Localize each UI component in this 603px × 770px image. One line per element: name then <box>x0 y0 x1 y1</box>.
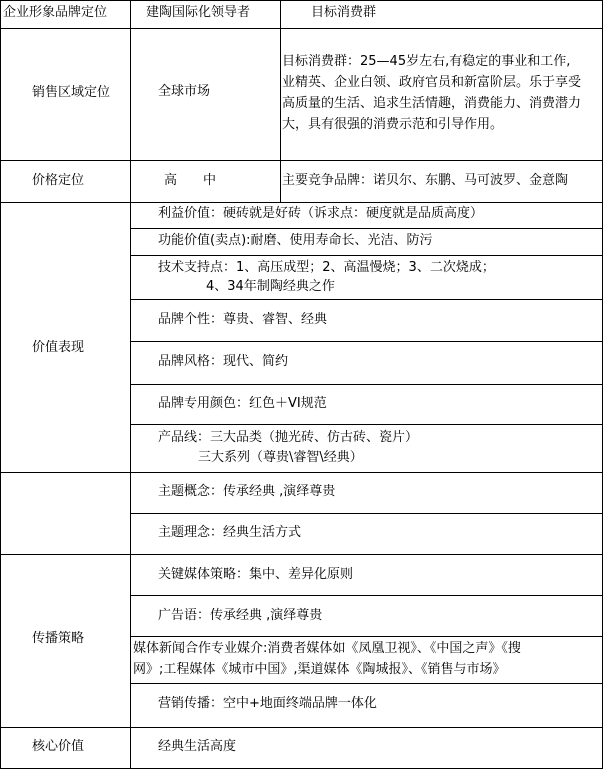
row-divider <box>0 472 603 473</box>
row-divider <box>130 424 603 425</box>
product-line-1: 产品线：三大品类（抛光砖、仿古砖、瓷片） <box>158 430 419 445</box>
row-divider <box>0 202 603 203</box>
header-target-consumers: 目标消费群 <box>311 5 377 20</box>
target-consumer-desc-line3: 高质量的生活、追求生活情趣，消费能力、消费潜力 <box>282 96 582 111</box>
tech-support-line1: 技术支持点：1、高压成型；2、高温慢烧；3、二次烧成； <box>158 260 495 275</box>
table-top-border <box>0 0 603 1</box>
core-value: 经典生活高度 <box>158 739 237 754</box>
competitor-brands: 主要竞争品牌：诺贝尔、东鹏、马可波罗、金意陶 <box>282 173 569 188</box>
target-consumer-desc-line2: 业精英、企业白领、政府官员和新富阶层。乐于享受 <box>282 75 582 90</box>
brand-color: 品牌专用颜色：红色＋VI规范 <box>158 396 327 411</box>
row-divider <box>130 228 603 229</box>
key-media-strategy: 关键媒体策略：集中、差异化原则 <box>158 567 354 582</box>
header-ceramics-leader: 建陶国际化领导者 <box>146 5 251 20</box>
target-consumer-desc-line4: 大，具有很强的消费示范和引导作用。 <box>282 117 504 132</box>
marketing-communication: 营销传播：空中+地面终端品牌一体化 <box>158 696 377 711</box>
function-value: 功能价值(卖点):耐磨、使用寿命长、光洁、防污 <box>158 233 433 248</box>
table-bottom-border <box>0 768 603 769</box>
media-cooperation-line2: 网》;工程媒体《城市中国》,渠道媒体《陶城报》、《销售与市场》 <box>133 662 506 677</box>
theme-concept: 主题概念：传承经典 ,演绎尊贵 <box>158 484 336 499</box>
value-performance-label: 价值表现 <box>32 340 85 355</box>
row-divider <box>130 683 603 684</box>
brand-style: 品牌风格：现代、简约 <box>158 354 289 369</box>
row-divider <box>130 341 603 342</box>
header-brand-positioning: 企业形象品牌定位 <box>3 5 108 20</box>
target-consumer-desc-line1: 目标消费群：25—45岁左右,有稳定的事业和工作, <box>282 54 571 69</box>
row-divider <box>130 636 603 637</box>
sales-region-value: 全球市场 <box>158 84 211 99</box>
table-left-border <box>0 0 1 769</box>
row-divider <box>0 727 603 728</box>
column-divider <box>130 0 131 769</box>
brand-personality: 品牌个性：尊贵、睿智、经典 <box>158 312 328 327</box>
core-value-label: 核心价值 <box>32 739 85 754</box>
row-divider <box>130 299 603 300</box>
row-divider <box>130 513 603 514</box>
product-line-2: 三大系列（尊贵\睿智\经典） <box>198 450 363 465</box>
price-positioning-label: 价格定位 <box>32 173 85 188</box>
tech-support-line2: 4、34年制陶经典之作 <box>206 279 335 294</box>
row-divider <box>0 554 603 555</box>
row-divider <box>0 160 603 161</box>
sales-region-label: 销售区域定位 <box>32 85 111 100</box>
row-divider <box>0 28 603 29</box>
theme-idea: 主题理念：经典生活方式 <box>158 525 302 540</box>
benefit-value: 利益价值：硬砖就是好砖（诉求点：硬度就是品质高度） <box>158 206 484 221</box>
price-positioning-value: 高 中 <box>164 173 217 188</box>
column-divider <box>280 0 281 202</box>
row-divider <box>130 255 603 256</box>
communication-strategy-label: 传播策略 <box>32 631 85 646</box>
media-cooperation-line1: 媒体新闻合作专业媒介:消费者媒体如《凤凰卫视》、《中国之声》《搜 <box>133 641 521 656</box>
row-divider <box>130 595 603 596</box>
row-divider <box>130 384 603 385</box>
advertising-slogan: 广告语：传承经典 ,演绎尊贵 <box>158 608 323 623</box>
